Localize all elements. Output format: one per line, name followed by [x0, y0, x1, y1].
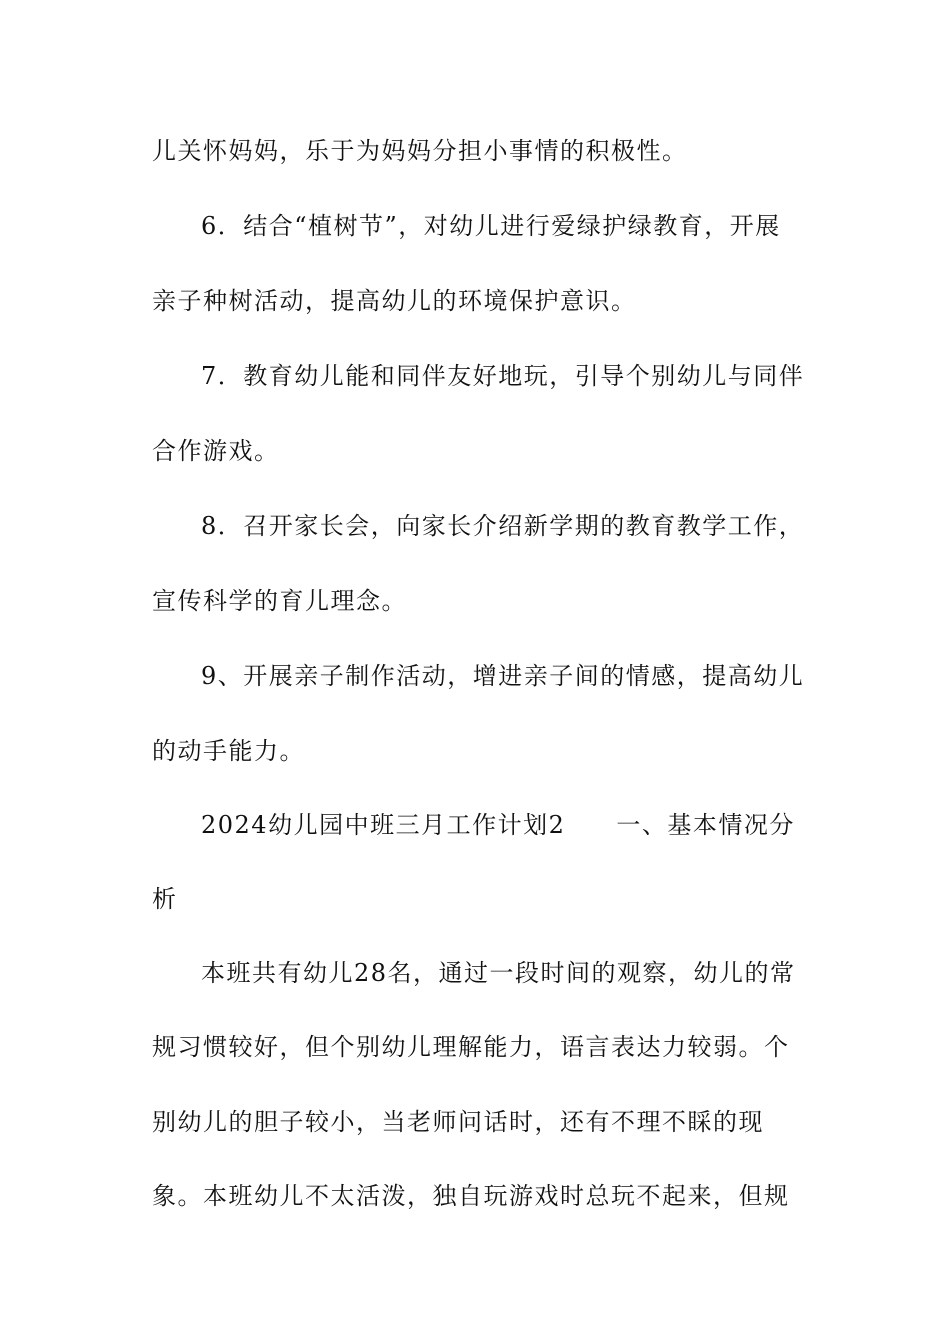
text-line: 7．教育幼儿能和同伴友好地玩，引导个别幼儿与同伴 [201, 362, 805, 390]
text-line: 析 [152, 885, 178, 913]
text-line: 别幼儿的胆子较小，当老师问话时，还有不理不睬的现 [152, 1108, 764, 1136]
text-line: 8．召开家长会，向家长介绍新学期的教育教学工作， [201, 512, 805, 540]
text-line: 规习惯较好，但个别幼儿理解能力，语言表达力较弱。个 [152, 1033, 790, 1061]
text-line: 的动手能力。 [152, 737, 305, 765]
text-line: 本班共有幼儿28名，通过一段时间的观察，幼儿的常 [201, 959, 796, 987]
text-line: 宣传科学的育儿理念。 [152, 587, 407, 615]
text-line: 合作游戏。 [152, 437, 280, 465]
text-line: 亲子种树活动，提高幼儿的环境保护意识。 [152, 287, 637, 315]
text-line: 象。本班幼儿不太活泼，独自玩游戏时总玩不起来，但规 [152, 1182, 790, 1210]
text-line: 6．结合“植树节”，对幼儿进行爱绿护绿教育，开展 [201, 212, 781, 240]
text-line: 9、开展亲子制作活动，增进亲子间的情感，提高幼儿 [201, 662, 805, 690]
text-line: 儿关怀妈妈，乐于为妈妈分担小事情的积极性。 [152, 137, 688, 165]
text-line: 2024幼儿园中班三月工作计划2 一、基本情况分 [201, 811, 795, 839]
